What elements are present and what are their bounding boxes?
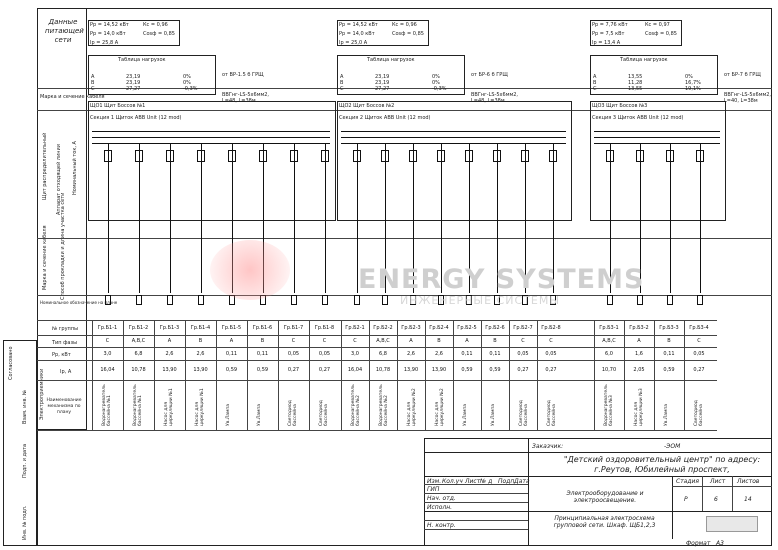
phase-name: С [593,86,597,92]
group-current: 0,59 [461,367,473,373]
group-current: 10,70 [601,367,617,373]
shield-section: Секция 2 Щиток АВВ Unit (12 mod) [339,115,431,121]
phase-current: 13,55 [628,74,643,80]
group-number: Гр.Б1-7 [283,325,304,331]
phase-name: А [593,74,597,80]
busbar-pe [341,143,566,144]
group-number: Гр.Б2-1 [345,325,365,331]
sheet-label: Лист [710,478,726,485]
group-name: Водонагреватель бассейна №3 [604,384,614,426]
group-phase: В [198,338,203,344]
phase-deviation: 0% [432,74,440,80]
group-phase: С [353,338,357,344]
group-power: 0,05 [545,351,557,357]
group-phase: С [549,338,553,344]
group-line [325,143,326,293]
busbar-n [594,137,720,138]
phase-table-title: Таблица нагрузок [620,57,668,63]
group-phase: А [229,338,234,344]
shield-section: Секция 1 Щиток АВВ Unit (12 mod) [90,115,182,121]
phase-table-title: Таблица нагрузок [118,57,166,63]
group-current: 13,90 [162,367,177,373]
group-phase: В [667,338,671,344]
col-data: Дата [514,478,530,485]
table-col-sep [247,320,248,430]
customer-value: -ЭОМ [664,443,681,450]
col-kol: Кол.уч [442,478,463,485]
customer-label: Заказчик: [532,443,564,450]
busbar [341,131,566,132]
table-col-sep [453,320,454,430]
load-icon [382,295,388,305]
breaker-icon [409,150,417,162]
breaker-icon [135,150,143,162]
phase-deviation: 0% [183,80,191,86]
header-apparatus: Аппарат отходящей линии [56,143,62,215]
role-gip: ГИП [427,486,440,493]
breaker-icon [353,150,361,162]
panel-ip: Iр = 25,0 А [339,40,368,46]
load-icon [354,295,360,305]
busbar-n [341,137,566,138]
group-line [170,143,171,293]
group-name: Светодиод бассейна [319,400,329,426]
breaker-icon [549,150,557,162]
group-power: 0,11 [256,351,269,357]
load-icon [322,295,328,305]
shield-name: ЩО1 Щит Боссов №1 [90,103,146,109]
group-number: Гр.Б3-2 [629,325,649,331]
group-current: 0,59 [663,367,675,373]
group-current: 0,27 [693,367,705,373]
group-power: 2,6 [407,351,415,357]
header-pr: Рр, кВт [52,352,71,358]
panel-cos: Cosф = 0,85 [392,31,424,37]
table-col-sep [684,320,685,430]
phase-current: 23,19 [375,80,390,86]
phase-name: А [340,74,344,80]
panel-cos: Cosф = 0,85 [143,31,175,37]
company-logo-icon [706,516,758,532]
phase-deviation: 0% [432,80,440,86]
col-list: Лист [465,478,481,485]
header-nominal: Номинальный ток, А [72,141,78,195]
group-phase: С [105,338,110,344]
role-ispoln: Исполн. [427,504,453,511]
header-laying: Способ прокладки и длина участка сети [60,192,66,300]
group-number: Гр.Б2-2 [373,325,393,331]
group-current: 0,27 [318,367,331,373]
feeder-label: от БР-7 б ГРЩ [724,72,761,78]
group-power: 2,6 [165,351,174,357]
breaker-icon [381,150,389,162]
panel-pp: Рр = 14,0 кВт [90,31,126,37]
shield-section: Секция 3 Щиток АВВ Unit (12 mod) [592,115,684,121]
group-number: Гр.Б2-5 [457,325,477,331]
group-power: 6,8 [379,351,387,357]
table-col-sep [397,320,398,430]
load-icon [607,295,613,305]
group-power: 0,11 [461,351,473,357]
panel-kc: Кс = 0,96 [392,22,417,28]
group-current: 13,90 [431,367,447,373]
breaker-icon [166,150,174,162]
group-number: Гр.Б2-8 [541,325,561,331]
group-name: Водонагреватель бассейна №1 [133,384,143,426]
group-number: Гр.Б1-2 [128,325,149,331]
group-power: 2,6 [435,351,443,357]
group-current: 13,90 [193,367,208,373]
load-icon [105,295,111,305]
phase-deviation: 0% [183,74,191,80]
phase-deviation: -0,3% [432,86,447,92]
group-current: 0,59 [256,367,269,373]
breaker-icon [290,150,298,162]
table-col-sep [537,320,538,430]
table-col-sep [509,320,510,430]
table-col-sep [309,320,310,430]
group-power: 1,6 [635,351,643,357]
breaker-icon [197,150,205,162]
group-phase: А,В,С [602,338,616,344]
phase-name: В [593,80,597,86]
breaker-icon [437,150,445,162]
header-mark: Марка и сечение кабеля [40,94,105,100]
group-current: 10,78 [131,367,146,373]
table-col-sep [654,320,655,430]
group-current: 0,27 [517,367,529,373]
table-col-sep [481,320,482,430]
group-line [670,143,671,293]
load-icon [198,295,204,305]
table-col-sep [594,320,595,430]
sheet-value: 6 [714,496,718,503]
breaker-icon [493,150,501,162]
group-line [201,143,202,293]
watermark-star-icon [210,240,290,300]
load-icon [167,295,173,305]
group-phase: А [409,338,413,344]
group-current: 16,04 [100,367,115,373]
group-power: 0,05 [318,351,331,357]
group-number: Гр.Б2-3 [401,325,421,331]
load-icon [136,295,142,305]
phase-name: С [340,86,344,92]
header-phase: Тип фазы [52,340,78,346]
phase-current: 23,19 [126,80,141,86]
header-shield: Щит распределительный [42,132,48,200]
breaker-icon [636,150,644,162]
phase-current: 27,27 [375,86,390,92]
phase-name: В [340,80,344,86]
group-phase: А [637,338,641,344]
format-value: А3 [716,540,724,547]
phase-deviation: 0% [685,74,693,80]
shield-name: ЩО3 Щит Боссов №3 [592,103,648,109]
feeder-cable: ВВГнг-LS-5х6мм2, L=40, L=38м [724,92,772,104]
breaker-icon [104,150,112,162]
watermark-sub: ИНЖЕНЕРНЫЕ СИСТЕМЫ [400,294,561,307]
section-name: Электрооборудование и электроосвещение. [566,490,644,504]
feeder-label: от БР-6 б ГРЩ [471,72,508,78]
group-name: Водонагреватель бассейна №2 [351,384,361,426]
group-line [139,143,140,293]
group-current: 0,59 [225,367,238,373]
table-col-sep [92,320,93,430]
group-phase: В [260,338,265,344]
breaker-icon [521,150,529,162]
group-current: 2,05 [633,367,645,373]
group-number: Гр.Б3-3 [659,325,679,331]
load-icon [667,295,673,305]
group-name: Насос для циркуляции №2 [407,388,417,426]
group-phase: А [465,338,469,344]
group-power: 2,6 [196,351,205,357]
group-phase: В [493,338,497,344]
group-name: Светодиод бассейна [694,400,704,426]
table-col-sep [216,320,217,430]
group-power: 0,11 [489,351,501,357]
busbar-pe [594,143,720,144]
group-current: 0,27 [287,367,300,373]
group-current: 0,59 [489,367,501,373]
group-name: Ув.Лампа [257,403,262,426]
group-number: Гр.Б1-4 [190,325,211,331]
busbar [92,131,330,132]
group-name: Насос для циркуляции №2 [435,388,445,426]
phase-current: 11,28 [628,80,643,86]
table-col-sep [278,320,279,430]
watermark-logo: ENERGY SYSTEMS [358,264,645,295]
phase-name: В [91,80,95,86]
panel-cos: Cosф = 0,85 [645,31,677,37]
group-name: Насос для циркуляции №3 [634,388,644,426]
table-col-sep [624,320,625,430]
feeder-cable: ВВГнг-LS-5х6мм2, L=48, L=38м [471,92,519,104]
group-name: Светодиод бассейна [519,400,529,426]
strip-soglasovano: Согласовано [8,346,14,380]
panel-ip: Iр = 13,4 А [592,40,621,46]
group-name: Ув.Лампа [664,403,669,426]
header-nom-desig: Номинальное обозначение на плане [40,300,118,305]
shield-name: ЩО2 Щит Боссов №2 [339,103,395,109]
group-phase: А,В,С [376,338,390,344]
load-icon [291,295,297,305]
phase-deviation: 19,1% [685,86,701,92]
group-number: Гр.Б1-8 [314,325,335,331]
col-izm: Изм. [427,478,442,485]
stage-value: Р [684,496,688,503]
group-line [108,143,109,293]
group-number: Гр.Б2-4 [429,325,449,331]
breaker-icon [606,150,614,162]
panel-kc: Кс = 0,96 [143,22,168,28]
group-phase: С [521,338,525,344]
phase-deviation: 16,7% [685,80,701,86]
header-cable-out: Марка и сечение кабеля [42,225,48,290]
group-power: 0,05 [287,351,300,357]
group-number: Гр.Б2-6 [485,325,505,331]
role-nach: Нач. отд. [427,495,456,502]
role-nkontr: Н. контр. [427,522,456,529]
header-grp: № группы [52,326,79,332]
group-power: 6,8 [134,351,143,357]
phase-name: С [91,86,95,92]
panel-pr: Рр = 14,52 кВт [90,22,129,28]
group-power: 3,0 [351,351,359,357]
group-line [294,143,295,293]
busbar [594,131,720,132]
group-power: 0,05 [693,351,705,357]
panel-pp: Рр = 14,0 кВт [339,31,375,37]
table-col-sep [123,320,124,430]
feeder-label: от ВР-1.5 б ГРЩ [222,72,264,78]
group-line [700,143,701,293]
breaker-icon [321,150,329,162]
group-power: 0,11 [663,351,675,357]
table-col-sep [154,320,155,430]
group-phase: С [291,338,296,344]
group-current: 10,78 [375,367,391,373]
header-data: Данные питающей сети [45,18,84,44]
group-name: Водонагреватель бассейна №1 [102,384,112,426]
group-name: Светодиод бассейна [288,400,298,426]
group-name: Насос для циркуляции №1 [164,388,174,426]
breaker-icon [228,150,236,162]
group-number: Гр.Б3-1 [599,325,619,331]
header-ir: Iр, А [60,369,72,375]
strip-podp: Подп. и дата [22,443,28,478]
group-name: Ув.Лампа [491,403,496,426]
load-icon [637,295,643,305]
group-power: 6,0 [605,351,613,357]
sheets-label: Листов [737,478,760,485]
phase-table-title: Таблица нагрузок [367,57,415,63]
group-name: Светодиод бассейна [547,400,557,426]
group-name: Водонагреватель бассейна №2 [379,384,389,426]
feeder-cable: ВВГнг-LS-5х6мм2, L=48, L=38м [222,92,270,104]
group-name: Ув.Лампа [226,403,231,426]
panel-kc: Кс = 0,97 [645,22,670,28]
table-col-sep [369,320,370,430]
group-current: 0,27 [545,367,557,373]
table-col-sep [341,320,342,430]
strip-vzam: Взам. инв. № [22,390,28,424]
group-phase: В [437,338,441,344]
phase-name: А [91,74,95,80]
group-current: 13,90 [403,367,419,373]
group-power: 0,05 [517,351,529,357]
breaker-icon [465,150,473,162]
panel-pr: Рр = 7,76 кВт [592,22,628,28]
group-number: Гр.Б1-3 [159,325,180,331]
breaker-icon [259,150,267,162]
breaker-icon [666,150,674,162]
group-phase: А,В,С [131,338,146,344]
col-ndoc: № д [480,478,493,485]
breaker-icon [696,150,704,162]
group-number: Гр.Б1-6 [252,325,273,331]
group-power: 0,11 [225,351,238,357]
phase-deviation: -0,3% [183,86,198,92]
group-number: Гр.Б1-1 [97,325,118,331]
format-label: Формат [686,540,711,547]
group-power: 3,0 [103,351,112,357]
group-phase: С [697,338,701,344]
drawing-name: Принципиальная электросхема групповой сети. Шкаф. ЩБ1,2,3 [553,515,656,529]
phase-current: 23,19 [126,74,141,80]
group-number: Гр.Б2-7 [513,325,533,331]
panel-pp: Рр = 7,5 кВт [592,31,625,37]
sheets-value: 14 [744,496,752,503]
group-name: Ув.Лампа [463,403,468,426]
phase-current: 23,19 [375,74,390,80]
table-col-sep [425,320,426,430]
group-current: 16,04 [347,367,363,373]
header-name: Наименование механизма по плану [46,398,82,415]
group-name: Насос для циркуляции №1 [195,388,205,426]
busbar-n [92,137,330,138]
phase-current: 13,55 [628,86,643,92]
group-number: Гр.Б1-5 [221,325,242,331]
table-col-sep [185,320,186,430]
group-phase: С [322,338,327,344]
stage-label: Стадия [676,478,700,485]
strip-inv: Инв. № подл. [22,505,28,540]
panel-ip: Iр = 25,8 А [90,40,119,46]
group-number: Гр.Б3-4 [689,325,709,331]
phase-current: 27,27 [126,86,141,92]
load-icon [697,295,703,305]
header-elec: Электроприемники [39,368,45,420]
col-podp: Подп. [498,478,517,485]
panel-pr: Рр = 14,52 кВт [339,22,378,28]
group-phase: А [167,338,172,344]
object-name: "Детский оздоровительный центр" по адресу: г.Реутов, Юбилейный проспект, [563,455,761,474]
